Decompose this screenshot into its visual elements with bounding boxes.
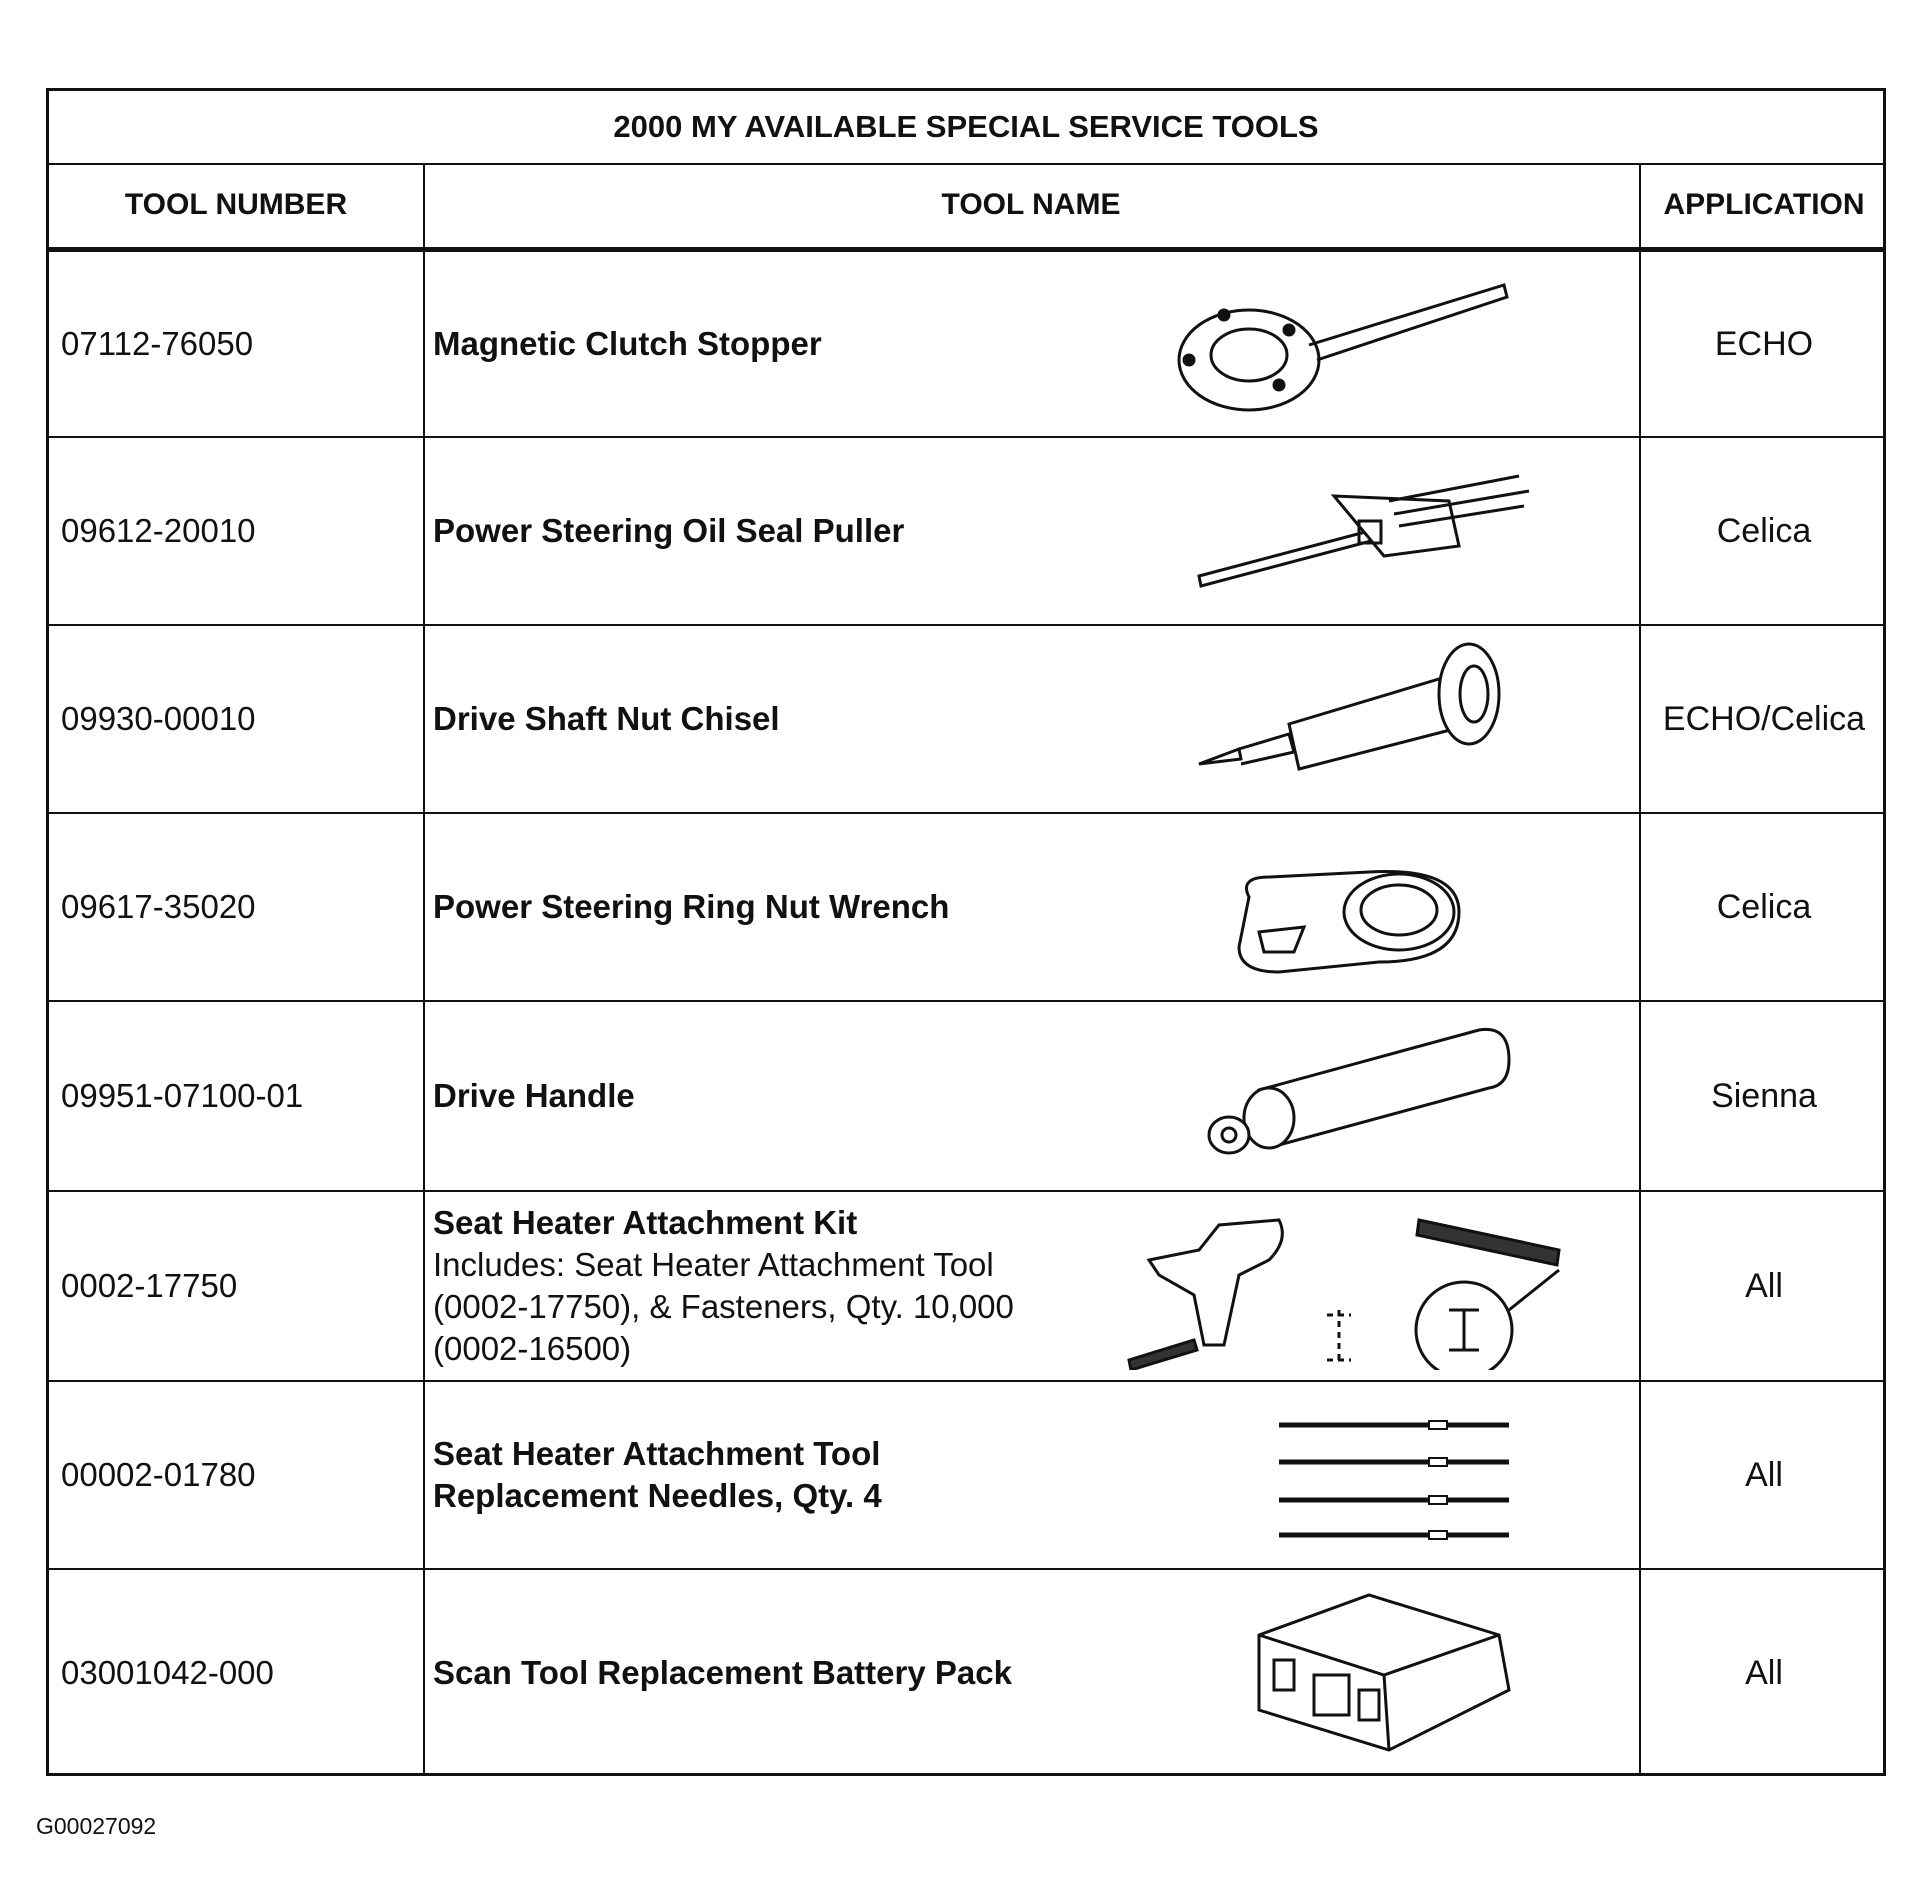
seal-puller-illustration [1129,446,1569,616]
drive-handle-illustration [1129,1010,1569,1180]
tool-application: Sienna [1711,1076,1817,1115]
tool-application: ECHO/Celica [1662,699,1866,738]
table-row [49,1570,1883,1776]
tool-number: 07112-76050 [61,325,254,362]
nut-chisel-illustration [1129,634,1569,804]
header-application: APPLICATION [1663,188,1865,221]
table-row [49,438,1883,624]
tool-application: Celica [1716,511,1812,550]
ring-nut-wrench-illustration [1129,822,1569,992]
attachment-gun-illustration [1119,1200,1589,1370]
figure-code: G00027092 [36,1813,157,1839]
tool-application: All [1745,1653,1783,1692]
tool-name: Scan Tool Replacement Battery Pack [433,1654,1012,1691]
tool-number: 09612-20010 [61,512,256,549]
table-row [49,1192,1883,1380]
tool-number: 00002-01780 [61,1456,256,1493]
needles-illustration [1129,1390,1569,1560]
tool-number: 0002-17750 [61,1267,238,1304]
tool-name: Power Steering Ring Nut Wrench [433,888,950,925]
tool-application: All [1745,1266,1783,1305]
tool-name: Drive Handle [433,1077,635,1114]
header-tool-name: TOOL NAME [941,188,1121,221]
table-row [49,814,1883,1000]
service-tools-table [46,88,1886,1776]
tool-name: Seat Heater Attachment Kit Includes: Seat Heater Attachment Tool (0002-17750), & Fasteners, Qty. 10,000 (0002-16500) [433,1204,1014,1367]
tool-number: 09617-35020 [61,888,256,925]
tool-application: ECHO [1714,324,1814,363]
battery-pack-illustration [1129,1580,1569,1770]
table-row [49,626,1883,812]
tool-number: 09951-07100-01 [61,1077,304,1114]
table-row [49,1382,1883,1568]
table-title: 2000 MY AVAILABLE SPECIAL SERVICE TOOLS [613,109,1319,144]
tool-application: All [1745,1455,1783,1494]
tool-name: Seat Heater Attachment Tool Replacement Needles, Qty. 4 [433,1435,882,1514]
table-row [49,252,1883,436]
table-row [49,1002,1883,1190]
tool-application: Celica [1716,887,1812,926]
tool-name: Power Steering Oil Seal Puller [433,512,905,549]
tool-number: 09930-00010 [61,700,256,737]
header-tool-number: TOOL NUMBER [124,188,348,221]
tool-name: Drive Shaft Nut Chisel [433,700,780,737]
tool-name: Magnetic Clutch Stopper [433,325,822,362]
tool-number: 03001042-000 [61,1654,274,1691]
clutch-stopper-illustration [1129,260,1569,430]
